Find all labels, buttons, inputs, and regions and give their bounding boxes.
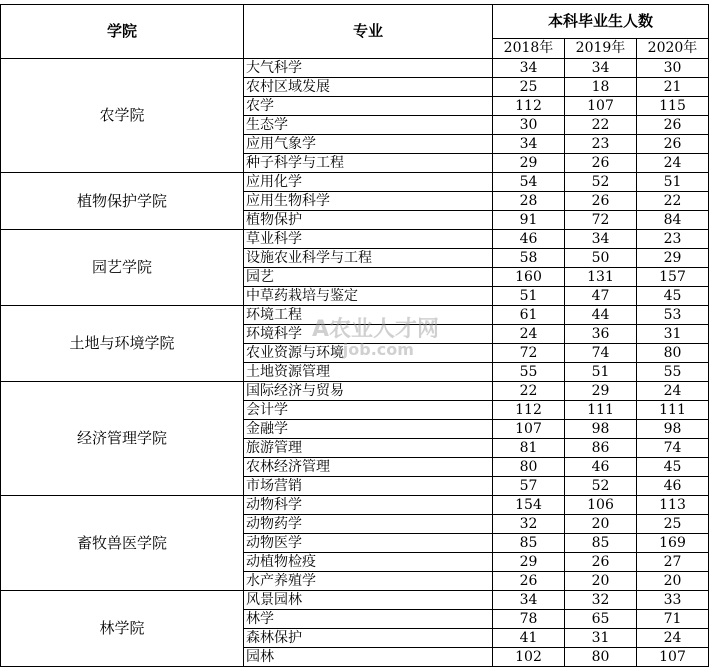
major-cell: 风景园林 bbox=[244, 591, 493, 610]
count-2018-cell: 25 bbox=[493, 78, 565, 97]
count-2019-cell: 26 bbox=[565, 553, 637, 572]
count-2020-cell: 98 bbox=[637, 420, 709, 439]
count-2020-cell: 107 bbox=[637, 648, 709, 667]
count-2018-cell: 34 bbox=[493, 591, 565, 610]
count-2019-cell: 20 bbox=[565, 515, 637, 534]
count-2019-cell: 29 bbox=[565, 382, 637, 401]
count-2018-cell: 30 bbox=[493, 116, 565, 135]
count-2019-cell: 26 bbox=[565, 154, 637, 173]
watermark-text: A农业人才网 bbox=[312, 317, 440, 342]
major-cell: 会计学 bbox=[244, 401, 493, 420]
count-2020-cell: 169 bbox=[637, 534, 709, 553]
college-cell: 林学院 bbox=[1, 591, 244, 667]
count-2019-cell: 52 bbox=[565, 173, 637, 192]
table-row bbox=[1, 306, 709, 325]
count-2019-cell: 44 bbox=[565, 306, 637, 325]
count-2018-cell: 54 bbox=[493, 173, 565, 192]
major-cell: 动物医学 bbox=[244, 534, 493, 553]
major-cell: 环境科学 bbox=[244, 325, 493, 344]
count-2018-cell: 32 bbox=[493, 515, 565, 534]
count-2018-cell: 85 bbox=[493, 534, 565, 553]
table-row bbox=[1, 382, 709, 401]
count-2020-cell: 45 bbox=[637, 458, 709, 477]
count-2018-cell: 34 bbox=[493, 135, 565, 154]
count-2019-cell: 86 bbox=[565, 439, 637, 458]
count-2018-cell: 41 bbox=[493, 629, 565, 648]
count-2018-cell: 51 bbox=[493, 287, 565, 306]
college-cell: 畜牧兽医学院 bbox=[1, 496, 244, 591]
major-cell: 园艺 bbox=[244, 268, 493, 287]
major-cell: 农业资源与环境 bbox=[244, 344, 493, 363]
count-2019-cell: 107 bbox=[565, 97, 637, 116]
count-2020-cell: 23 bbox=[637, 230, 709, 249]
count-2018-cell: 57 bbox=[493, 477, 565, 496]
count-2019-cell: 85 bbox=[565, 534, 637, 553]
count-2018-cell: 154 bbox=[493, 496, 565, 515]
major-cell: 园林 bbox=[244, 648, 493, 667]
major-cell: 动植物检疫 bbox=[244, 553, 493, 572]
major-cell: 设施农业科学与工程 bbox=[244, 249, 493, 268]
major-cell: 草业科学 bbox=[244, 230, 493, 249]
major-cell: 农村区域发展 bbox=[244, 78, 493, 97]
count-2019-cell: 74 bbox=[565, 344, 637, 363]
major-cell: 生态学 bbox=[244, 116, 493, 135]
table-row bbox=[1, 230, 709, 249]
college-cell: 土地与环境学院 bbox=[1, 306, 244, 382]
count-2019-cell: 131 bbox=[565, 268, 637, 287]
count-2020-cell: 20 bbox=[637, 572, 709, 591]
major-cell: 应用化学 bbox=[244, 173, 493, 192]
major-cell: 旅游管理 bbox=[244, 439, 493, 458]
header-year-2020: 2020年 bbox=[637, 39, 709, 59]
watermark-url: ajob.com bbox=[332, 340, 414, 359]
count-2020-cell: 80 bbox=[637, 344, 709, 363]
college-cell: 经济管理学院 bbox=[1, 382, 244, 496]
count-2019-cell: 36 bbox=[565, 325, 637, 344]
count-2020-cell: 33 bbox=[637, 591, 709, 610]
major-cell: 中草药栽培与鉴定 bbox=[244, 287, 493, 306]
major-cell: 农林经济管理 bbox=[244, 458, 493, 477]
major-cell: 土地资源管理 bbox=[244, 363, 493, 382]
count-2020-cell: 27 bbox=[637, 553, 709, 572]
major-cell: 森林保护 bbox=[244, 629, 493, 648]
count-2018-cell: 78 bbox=[493, 610, 565, 629]
count-2019-cell: 65 bbox=[565, 610, 637, 629]
major-cell: 金融学 bbox=[244, 420, 493, 439]
table-header bbox=[1, 5, 709, 59]
count-2018-cell: 81 bbox=[493, 439, 565, 458]
count-2018-cell: 46 bbox=[493, 230, 565, 249]
count-2020-cell: 115 bbox=[637, 97, 709, 116]
table-row bbox=[1, 173, 709, 192]
major-cell: 应用气象学 bbox=[244, 135, 493, 154]
count-2019-cell: 31 bbox=[565, 629, 637, 648]
major-cell: 农学 bbox=[244, 97, 493, 116]
count-2020-cell: 26 bbox=[637, 116, 709, 135]
count-2018-cell: 160 bbox=[493, 268, 565, 287]
count-2019-cell: 50 bbox=[565, 249, 637, 268]
count-2019-cell: 46 bbox=[565, 458, 637, 477]
count-2020-cell: 84 bbox=[637, 211, 709, 230]
count-2020-cell: 51 bbox=[637, 173, 709, 192]
major-cell: 植物保护 bbox=[244, 211, 493, 230]
count-2020-cell: 71 bbox=[637, 610, 709, 629]
count-2019-cell: 80 bbox=[565, 648, 637, 667]
count-2018-cell: 22 bbox=[493, 382, 565, 401]
header-college: 学院 bbox=[1, 5, 244, 59]
major-cell: 国际经济与贸易 bbox=[244, 382, 493, 401]
count-2019-cell: 106 bbox=[565, 496, 637, 515]
count-2020-cell: 29 bbox=[637, 249, 709, 268]
major-cell: 动物药学 bbox=[244, 515, 493, 534]
table-body bbox=[1, 59, 709, 667]
count-2020-cell: 21 bbox=[637, 78, 709, 97]
count-2020-cell: 74 bbox=[637, 439, 709, 458]
count-2020-cell: 31 bbox=[637, 325, 709, 344]
count-2020-cell: 30 bbox=[637, 59, 709, 78]
count-2018-cell: 29 bbox=[493, 154, 565, 173]
major-cell: 环境工程 bbox=[244, 306, 493, 325]
count-2020-cell: 55 bbox=[637, 363, 709, 382]
count-2020-cell: 46 bbox=[637, 477, 709, 496]
count-2020-cell: 26 bbox=[637, 135, 709, 154]
count-2018-cell: 58 bbox=[493, 249, 565, 268]
major-cell: 大气科学 bbox=[244, 59, 493, 78]
major-cell: 动物科学 bbox=[244, 496, 493, 515]
count-2019-cell: 72 bbox=[565, 211, 637, 230]
count-2018-cell: 102 bbox=[493, 648, 565, 667]
count-2019-cell: 34 bbox=[565, 230, 637, 249]
major-cell: 种子科学与工程 bbox=[244, 154, 493, 173]
count-2019-cell: 47 bbox=[565, 287, 637, 306]
count-2020-cell: 45 bbox=[637, 287, 709, 306]
count-2018-cell: 28 bbox=[493, 192, 565, 211]
count-2020-cell: 113 bbox=[637, 496, 709, 515]
count-2019-cell: 32 bbox=[565, 591, 637, 610]
count-2020-cell: 22 bbox=[637, 192, 709, 211]
table-row bbox=[1, 59, 709, 78]
count-2018-cell: 24 bbox=[493, 325, 565, 344]
count-2018-cell: 61 bbox=[493, 306, 565, 325]
count-2018-cell: 72 bbox=[493, 344, 565, 363]
college-cell: 园艺学院 bbox=[1, 230, 244, 306]
count-2020-cell: 157 bbox=[637, 268, 709, 287]
header-count: 本科毕业生人数 bbox=[493, 5, 709, 39]
count-2018-cell: 29 bbox=[493, 553, 565, 572]
count-2018-cell: 26 bbox=[493, 572, 565, 591]
count-2019-cell: 18 bbox=[565, 78, 637, 97]
college-cell: 植物保护学院 bbox=[1, 173, 244, 230]
count-2019-cell: 26 bbox=[565, 192, 637, 211]
count-2018-cell: 55 bbox=[493, 363, 565, 382]
graduates-table bbox=[0, 4, 709, 667]
count-2020-cell: 24 bbox=[637, 154, 709, 173]
count-2020-cell: 24 bbox=[637, 382, 709, 401]
count-2018-cell: 112 bbox=[493, 401, 565, 420]
college-cell: 农学院 bbox=[1, 59, 244, 173]
major-cell: 应用生物科学 bbox=[244, 192, 493, 211]
table-row bbox=[1, 591, 709, 610]
count-2019-cell: 20 bbox=[565, 572, 637, 591]
header-year-2018: 2018年 bbox=[493, 39, 565, 59]
major-cell: 林学 bbox=[244, 610, 493, 629]
count-2018-cell: 34 bbox=[493, 59, 565, 78]
count-2019-cell: 52 bbox=[565, 477, 637, 496]
count-2018-cell: 91 bbox=[493, 211, 565, 230]
count-2020-cell: 53 bbox=[637, 306, 709, 325]
count-2019-cell: 23 bbox=[565, 135, 637, 154]
count-2019-cell: 22 bbox=[565, 116, 637, 135]
count-2019-cell: 111 bbox=[565, 401, 637, 420]
header-major: 专业 bbox=[244, 5, 493, 59]
major-cell: 水产养殖学 bbox=[244, 572, 493, 591]
count-2018-cell: 112 bbox=[493, 97, 565, 116]
count-2019-cell: 51 bbox=[565, 363, 637, 382]
major-cell: 市场营销 bbox=[244, 477, 493, 496]
table-row bbox=[1, 496, 709, 515]
count-2020-cell: 24 bbox=[637, 629, 709, 648]
count-2020-cell: 25 bbox=[637, 515, 709, 534]
header-year-2019: 2019年 bbox=[565, 39, 637, 59]
count-2018-cell: 107 bbox=[493, 420, 565, 439]
count-2020-cell: 111 bbox=[637, 401, 709, 420]
count-2019-cell: 98 bbox=[565, 420, 637, 439]
count-2019-cell: 34 bbox=[565, 59, 637, 78]
count-2018-cell: 80 bbox=[493, 458, 565, 477]
